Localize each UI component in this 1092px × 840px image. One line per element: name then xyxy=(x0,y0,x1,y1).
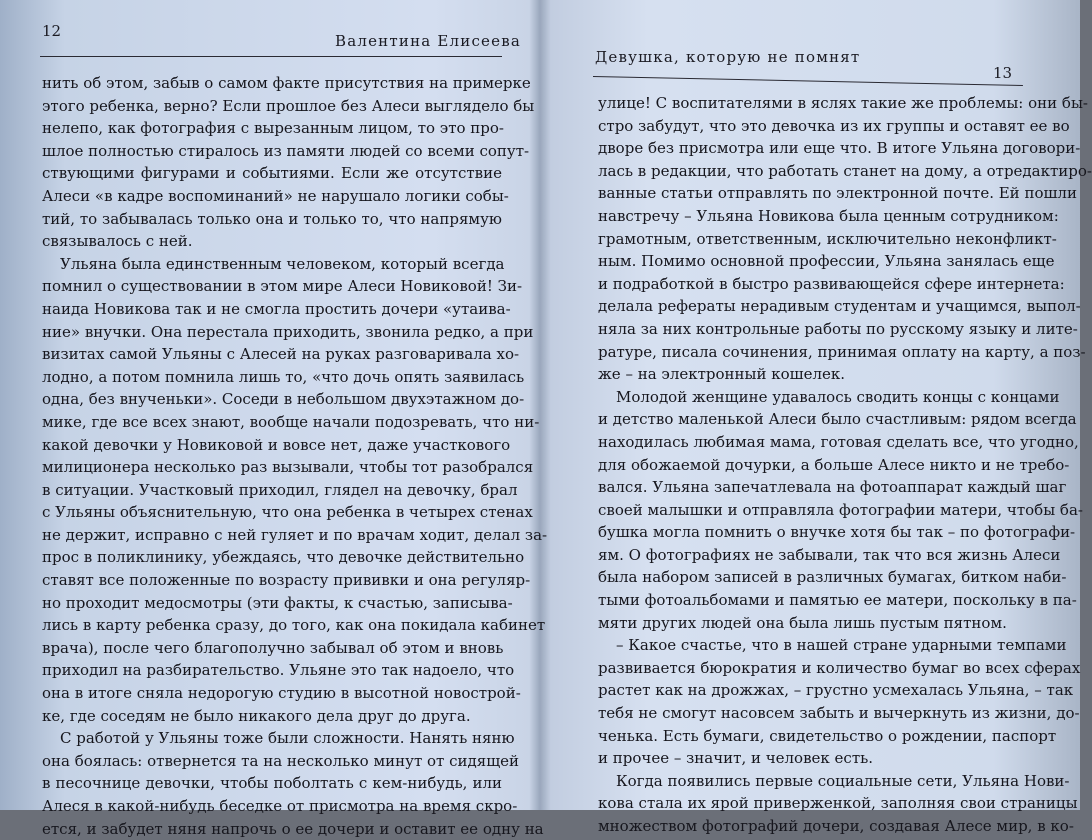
text-line: ется, и забудет няня напрочь о ее дочери и оставит ее одну на xyxy=(42,819,544,838)
text-line: улице! С воспитателями в яслях такие же проблемы: они бы- xyxy=(598,94,1088,112)
page-body-text xyxy=(598,92,1092,838)
text-line: приходил на разбирательство. Ульяне это так надоело, что xyxy=(42,661,515,680)
text-line: С работой у Ульяны тоже были сложности. Нанять няню xyxy=(60,729,515,748)
text-line: в песочнице девочки, чтобы поболтать с кем-нибудь, или xyxy=(42,774,502,793)
text-line: для обожаемой дочурки, а больше Алесе никто и не требо- xyxy=(598,455,1070,474)
text-line: помнил о существовании в этом мире Алеси Новиковой! Зи- xyxy=(42,277,523,296)
text-line: нить об этом, забыв о самом факте присутствия на примерке xyxy=(42,74,531,92)
text-line: лась в редакции, что работать станет на дому, а отредактиро- xyxy=(598,161,1092,180)
text-line: не держит, исправно с ней гуляет и по врачам ходит, делал за- xyxy=(42,525,548,544)
text-line: лись в карту ребенка сразу, до того, как она покидала кабинет xyxy=(42,616,546,635)
text-line: она в итоге сняла недорогую студию в высотной новострой- xyxy=(42,684,521,703)
text-line: мике, где все всех знают, вообще начали подозревать, что ни- xyxy=(42,412,540,431)
text-line: растет как на дрожжах, – грустно усмехалась Ульяна, – так xyxy=(598,681,1074,700)
text-line: ванные статьи отправлять по электронной почте. Ей пошли xyxy=(598,184,1077,203)
text-line: дворе без присмотра или еще что. В итоге Ульяна договори- xyxy=(598,139,1081,158)
text-line: вался. Ульяна запечатлевала на фотоаппарат каждый шаг xyxy=(598,478,1067,497)
text-line: тий, то забывалась только она и только то, что напрямую xyxy=(42,209,502,228)
header-rule xyxy=(593,76,1023,86)
page-body-text xyxy=(42,72,548,840)
text-line: ратуре, писала сочинения, принимая оплату на карту, а поз- xyxy=(598,342,1086,361)
text-line: ченька. Есть бумаги, свидетельство о рождении, паспорт xyxy=(598,726,1057,745)
text-line: множеством фотографий дочери, создавая Алесе мир, в ко- xyxy=(598,817,1074,835)
text-line: Алеси «в кадре воспоминаний» не нарушало логики собы- xyxy=(42,186,509,205)
running-head-title: Девушка, которую не помнят xyxy=(595,48,861,66)
text-line: лодно, а потом помнила лишь то, «что дочь опять заявилась xyxy=(42,367,525,386)
text-line: Когда появились первые социальные сети, Ульяна Нови- xyxy=(616,771,1070,790)
text-line: находилась любимая мама, готовая сделать все, что угодно, xyxy=(598,432,1079,451)
text-line: ным. Помимо основной профессии, Ульяна занялась еще xyxy=(598,252,1055,271)
text-line: развивается бюрократия и количество бумаг во всех сферах xyxy=(598,658,1081,677)
page-number: 13 xyxy=(993,64,1013,82)
text-line: – Какое счастье, что в нашей стране ударными темпами xyxy=(616,636,1067,655)
text-line: ям. О фотографиях не забывали, так что вся жизнь Алеси xyxy=(598,545,1061,564)
text-line: ние» внучки. Она перестала приходить, звонила редко, а при xyxy=(42,322,534,341)
text-line: врача), после чего благополучно забывал об этом и вновь xyxy=(42,638,504,657)
text-line: грамотным, ответственным, исключительно неконфликт- xyxy=(598,229,1057,248)
text-line: няла за них контрольные работы по русскому языку и лите- xyxy=(598,319,1078,338)
text-line: же – на электронный кошелек. xyxy=(598,365,846,384)
text-line: стро забудут, что это девочка из их группы и оставят ее во xyxy=(598,116,1070,135)
text-line: кова стала их ярой приверженкой, заполняя свои страницы xyxy=(598,794,1078,813)
text-line: своей малышки и отправляла фотографии матери, чтобы ба- xyxy=(598,500,1083,519)
text-line: ставят все положенные по возрасту прививки и она регуляр- xyxy=(42,571,531,590)
text-line: какой девочки у Новиковой и вовсе нет, даже участкового xyxy=(42,435,511,454)
text-line: связывалось с ней. xyxy=(42,232,193,251)
text-line: Ульяна была единственным человеком, который всегда xyxy=(60,254,505,273)
text-line: прос в поликлинику, убеждаясь, что девочке действительно xyxy=(42,548,525,567)
text-line: в ситуации. Участковый приходил, глядел на девочку, брал xyxy=(42,480,518,499)
text-line: тыми фотоальбомами и памятью ее матери, поскольку в па- xyxy=(598,591,1077,610)
text-line: визитах самой Ульяны с Алесей на руках разговаривала хо- xyxy=(42,345,520,364)
page-number: 12 xyxy=(42,22,62,40)
running-head-author: Валентина Елисеева xyxy=(335,32,521,50)
text-line: ствующими фигурами и событиями. Если же отсутствие xyxy=(42,164,502,183)
text-line: она боялась: отвернется та на несколько минут от сидящей xyxy=(42,751,520,770)
text-line: шлое полностью стиралось из памяти людей со всеми сопут- xyxy=(42,141,530,160)
text-line: делала рефераты нерадивым студентам и учащимся, выпол- xyxy=(598,297,1081,316)
text-line: и прочее – значит, и человек есть. xyxy=(598,749,874,768)
text-line: была набором записей в различных бумагах, битком наби- xyxy=(598,568,1067,587)
text-line: и детство маленькой Алеси было счастливым: рядом всегда xyxy=(598,410,1077,429)
right-page xyxy=(540,0,1092,835)
text-line: бушка могла помнить о внучке хотя бы так – по фотографи- xyxy=(598,523,1076,542)
text-line: ке, где соседям не было никакого дела друг до друга. xyxy=(42,706,471,725)
text-line: но проходит медосмотры (эти факты, к счастью, записыва- xyxy=(42,593,513,612)
text-line: наида Новикова так и не смогла простить дочери «утаива- xyxy=(42,299,511,318)
text-line: Молодой женщине удавалось сводить концы с концами xyxy=(616,387,1060,406)
text-line: милиционера несколько раз вызывали, чтобы тот разобрался xyxy=(42,458,534,477)
text-line: и подработкой в быстро развивающейся сфере интернета: xyxy=(598,274,1065,293)
text-line: этого ребенка, верно? Если прошлое без Алеси выглядело бы xyxy=(42,96,535,115)
text-line: с Ульяны объяснительную, что она ребенка в четырех стенах xyxy=(42,503,533,522)
text-line: Алеся в какой-нибудь беседке от присмотра на время скро- xyxy=(42,797,518,815)
text-line: навстречу – Ульяна Новикова была ценным сотрудником: xyxy=(598,206,1059,225)
header-rule xyxy=(40,56,502,57)
text-line: мяти других людей она была лишь пустым пятном. xyxy=(598,613,1007,632)
text-line: одна, без внученьки». Соседи в небольшом двухэтажном до- xyxy=(42,390,525,409)
text-line: тебя не смогут насовсем забыть и вычеркнуть из жизни, до- xyxy=(598,704,1080,723)
text-line: нелепо, как фотография с вырезанным лицом, то это про- xyxy=(42,119,505,138)
